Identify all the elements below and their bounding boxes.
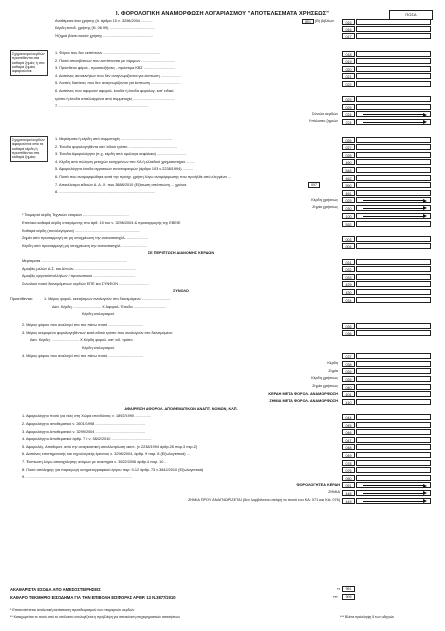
amount-field[interactable]	[356, 399, 431, 405]
row-label: Συνολικό ποσό διανεμόμενων κερδών ΕΠΕ και ΣΥΝΦΟΝ ............................	[22, 281, 149, 286]
arrow-right-icon	[363, 216, 425, 217]
field-code: 039	[342, 376, 355, 382]
field-code: 050	[342, 475, 355, 481]
arrow-right-icon	[363, 493, 425, 494]
row-label: ΖΗΜΙΑ	[328, 490, 340, 495]
field-code: 046	[342, 429, 355, 435]
field-code: 028	[342, 152, 355, 158]
form-row	[0, 421, 445, 428]
row-label: Σύνολο κερδών	[311, 111, 338, 116]
row-label: 2. Ποσά αποσβέσεων που εκπίπτονται με νόμιμων ................................	[55, 58, 176, 63]
row-label: Αμοιβές μελών Δ.Σ. και Δ/ντών ..........................................................	[22, 266, 136, 271]
year-profit-row	[0, 197, 445, 204]
form-row	[0, 459, 445, 466]
field-code: 448	[342, 490, 355, 496]
form-row	[0, 353, 445, 360]
row-label: 6. Ποσά που αναμορφώθηκε κατά την προηγ. χρήση λόγω αναμόρφωσης που προήλθε από ελεγμένα ...	[55, 175, 231, 179]
field-code: 449	[342, 498, 355, 504]
amount-field[interactable]	[356, 289, 431, 295]
section1-side-label: Σχηματισμοί κερδών προστίθενται στα καθαρά ζημίες ή στα καθαρά ζημίας αφαιρούνται:	[10, 50, 48, 76]
form-row	[0, 159, 445, 166]
field-code: 032	[342, 266, 355, 272]
footer-note-1: * Επισυνάπτεται αναλυτική κατάσταση προσδιορισμού των τεκμαρτών κερδών	[10, 608, 135, 612]
form-row	[0, 296, 445, 303]
amount-field[interactable]	[356, 104, 431, 110]
amount-field[interactable]	[356, 353, 431, 359]
row-label: 6. Δαπάνες που αφορούν αφορολ. έσοδα ή έσοδα φορολογ. κατ' ειδικό	[55, 89, 174, 93]
form-row	[0, 33, 445, 40]
form-row	[0, 429, 445, 436]
amount-field[interactable]	[356, 475, 431, 481]
form-row	[0, 103, 445, 110]
field-code: 026	[342, 137, 355, 143]
field-code: 048	[342, 444, 355, 450]
form-row	[0, 391, 445, 398]
form-title: Ι. ΦΟΡΟΛΟΓΙΚΗ ΑΝΑΜΟΡΦΩΣΗ ΛΟΓΑΡΙΑΣΜΟΥ "ΑΠΟΤΕΛΕΣΜΑΤΑ ΧΡΗΣΕΩΣ"	[116, 11, 329, 17]
inline-box: 801	[302, 19, 314, 25]
amount-field[interactable]	[356, 429, 431, 435]
field-code: 461	[342, 190, 355, 196]
field-code: 100	[342, 213, 355, 219]
amount-field[interactable]	[356, 368, 431, 374]
form-row	[0, 220, 445, 227]
row-label: 8. ...........................................................................................	[55, 190, 156, 195]
row-label: ΑΦΑΙΡΕΙΣΗ ΑΦΟΡΟΛ. ΑΠΟΘΕΜΑΤΙΚΩΝ ΑΝΑΠΤ. ΝΟΜΩΝ, ΚΛΠ.	[124, 406, 238, 411]
footer-note-2: ** Καταχωρείται το ποσό από το υπόλοιπο υπολογίζεται η προβλέψη για απεικόνιση επιχειρηματικών απαιτήσεων	[10, 615, 181, 619]
field-code: 429	[342, 281, 355, 287]
deductions-title	[0, 406, 445, 413]
row-label: * Τεκμαρτό κέρδη Τεχνικών εταιριών ...........................................	[22, 213, 129, 218]
row-label: ΣΕ ΠΕΡΙΠΤΩΣΗ ΔΙΑΝΟΜΗΣ ΚΕΡΔΩΝ	[147, 251, 215, 256]
form-row	[0, 330, 445, 337]
row-label: 5. Αφορολόγητα έσοδα αγροτικών συνεταιρισμών (άρθρο 103 ν.2238/1994) ..........	[55, 167, 194, 172]
inline-box-label: (Β) βιβλίων	[315, 19, 334, 23]
field-code: 029	[342, 197, 355, 203]
row-label: ΖΗΜΙΑ ΠΡΟΥ ΑΝΑΓΝΩΡΙΖΕΤΑΙ (δεν λαμβάνεται υπόψη το ποσό του ΚΑ: 071 και ΚΑ: 076)	[188, 498, 340, 502]
row-label: 5. Αφορολόγ. Αποθεματ. από την αναγκαστική απαλλοτρίωση ακιντ. (ν.2238/1994 άρθρ.28 παρ.3 περ.Ζ)	[22, 444, 198, 449]
amount-field[interactable]	[356, 274, 431, 280]
field-code: 076	[342, 467, 355, 473]
amount-field[interactable]	[356, 437, 431, 443]
field-code: 021	[342, 73, 355, 79]
amount-field[interactable]	[356, 422, 431, 428]
amount-field[interactable]	[356, 266, 431, 272]
form-row	[0, 474, 445, 481]
field-code: 036	[342, 330, 355, 336]
amount-field[interactable]	[356, 330, 431, 336]
row-label: 4. Δαπάνες αυτοκινήτων που δεν αναγνωρίζονται για έκπτωση ...................	[55, 73, 181, 78]
field-code: 049	[342, 452, 355, 458]
field-code: 044	[342, 414, 355, 420]
row-label: Ζημία	[328, 368, 338, 373]
row-label: 9. ....................................................................................................	[22, 475, 132, 480]
row-label: 1. Μερίσματα ή κέρδη από συμμετοχές ................................................	[55, 137, 172, 141]
amount-field[interactable]	[356, 51, 431, 57]
amount-field[interactable]	[356, 190, 431, 196]
arrow-right-icon	[363, 501, 425, 502]
amount-field[interactable]	[356, 414, 431, 420]
field-code: 003	[342, 236, 355, 242]
amount-field[interactable]	[356, 33, 431, 39]
amount-field[interactable]	[356, 81, 431, 87]
amount-field[interactable]	[356, 144, 431, 150]
field-code: 019	[342, 58, 355, 64]
form-row	[0, 18, 445, 25]
amount-field[interactable]	[356, 281, 431, 287]
row-label: 3. Αφορολόγητο Αποθεματικό ν. 3299/2004 ...............................................	[22, 429, 146, 434]
form-row	[0, 489, 445, 496]
form-row	[0, 266, 445, 273]
form-row	[0, 166, 445, 173]
row-label: ΖΗΜΙΑ ΜΕΤΑ ΦΟΡΟΛ. ΑΝΑΜΟΡΦΩΣΗ	[269, 399, 338, 404]
field-code: 004	[342, 243, 355, 249]
row-label: ΦΟΡΟΛΟΓΗΤΕΑ ΚΕΡΔΗ	[296, 482, 340, 487]
form-row	[0, 174, 445, 181]
row-label: ΚΕΡΔΗ ΜΕΤΑ ΦΟΡΟΛ. ΑΝΑΜΟΡΦΩΣΗ	[268, 391, 338, 396]
row-label: Αμοιβές εργατοϋπαλλήλων / προσωπικού ........................................	[22, 274, 136, 279]
row-label: Δικτ. Κέρδη: .......................... Χ Κέρδη φορολ. κατ' ειδ. τρόπο	[30, 338, 133, 343]
footer-mark-1: **	[337, 587, 341, 592]
section2-side-label: Σχηματισμοί κερδών αφαιρούνται από τα καθαρά κέρδη ή προστίθενται στα καθαρά ζημίας:	[10, 136, 48, 162]
field-code: 078	[342, 460, 355, 466]
row-label: Κέρδη χρήσεως	[311, 376, 338, 381]
amount-field[interactable]	[356, 243, 431, 249]
field-code: 550	[342, 182, 355, 188]
amount-field[interactable]	[356, 467, 431, 473]
form-row	[0, 58, 445, 65]
field-code: 015	[342, 19, 355, 25]
amount-field[interactable]	[356, 384, 431, 390]
row-label: 7. ....................................................................................	[55, 104, 148, 109]
form-row	[0, 368, 445, 375]
loss-balance-row	[0, 118, 445, 125]
form-row	[0, 65, 445, 72]
field-code: 040	[342, 384, 355, 390]
field-code: 035	[342, 323, 355, 329]
form-row	[0, 436, 445, 443]
row-label: Ήζημιά βάσει εκούσ χρήσης ...............................................	[55, 33, 153, 38]
arrow-right-icon	[363, 208, 425, 209]
amounts-column-header: ΠΟΣΑ	[389, 10, 433, 20]
form-row	[0, 322, 445, 329]
total-row	[0, 288, 445, 295]
field-code: 038	[342, 361, 355, 367]
row-label: 8. Ποσό απόληψης για παραγωγή κινηματογραφικού έργου παρ. 9-12 άρθρ. 73 ν.3842/2010 (Εξωλογιστικά)	[22, 467, 204, 472]
row-label: τρόπο ή έσοδα απαλλαγμένα από συμμετοχές .......................................	[55, 96, 175, 101]
row-label: 1. Μέρος φορολ. κεκτήσιμων αναλογούν στο διανεμόμενο ...........................	[44, 297, 171, 301]
field-code: 020	[342, 66, 355, 72]
form-row	[0, 413, 445, 420]
form-row	[0, 151, 445, 158]
amount-field[interactable]	[356, 444, 431, 450]
row-label: Προστίθενται:	[10, 297, 33, 301]
form-row	[0, 235, 445, 242]
row-label: Ζημία χρήσεως	[312, 205, 338, 210]
footer-net-income: ΚΑΘΑΡΟ ΤΕΚΜΗΡΙΟ ΕΙΣΟΔΗΜΑ ΓΙΑ ΤΗΝ ΕΠΙΒΟΛΗ ΕΙΣΦΟΡΑΣ ΑΡΘΡ. 13 Ν.3877/2010	[10, 595, 176, 600]
amount-field[interactable]	[356, 175, 431, 181]
amount-field[interactable]	[356, 297, 431, 303]
form-row	[0, 375, 445, 382]
amount-field[interactable]	[356, 323, 431, 329]
row-label: 7. Έκπτωση λόγω απασχόλησης ατόμων με αναπηρία ν. 3522/2006 άρθρ.4 παρ. 10 ...	[22, 460, 168, 464]
form-row	[0, 144, 445, 151]
arrow-right-icon	[363, 200, 425, 201]
form-row	[0, 73, 445, 80]
row-label: 2. Μέρος φόρου που αναλογεί στο πιο πάνω ποσό .................................	[22, 323, 144, 328]
form-row	[0, 345, 445, 352]
form-row	[0, 281, 445, 288]
footer-gross-income: ΑΚΑΘΑΡΙΣΤΑ ΕΣΟΔΑ ΑΠΟ ΑΜΕΣΟΣΤΕΙΡΗΣΕΙΣ	[10, 587, 101, 592]
field-code: 017	[342, 33, 355, 39]
form-row	[0, 383, 445, 390]
row-label: 3. Έσοδα Αφορολόγητα (π.χ. κέρδη από ομόλογα κεφάλαια) ............................	[55, 152, 187, 157]
form-row	[0, 360, 445, 367]
form-row	[0, 398, 445, 405]
amount-field[interactable]	[356, 182, 431, 188]
form-row	[0, 482, 445, 489]
field-code: 460	[342, 159, 355, 165]
amount-field[interactable]	[356, 26, 431, 32]
amount-field[interactable]	[356, 391, 431, 397]
form-row	[0, 80, 445, 87]
form-row	[0, 228, 445, 235]
amount-field[interactable]	[356, 167, 431, 173]
form-row	[0, 189, 445, 196]
field-code: 025	[342, 104, 355, 110]
footer-code-909: 909	[342, 594, 355, 600]
field-code: 051	[342, 482, 355, 488]
row-label: 2. Έσοδα φορολογηθέντα κατ' ειδικό τρόπο ..............................................	[55, 144, 177, 149]
row-label: 1. Φόροι που δεν εκπίπτουν ......................................................	[55, 51, 161, 55]
row-label: 3. Μέρος κεκρυμένο φορολογηθέντων κατά ειδικό τρόπο που αναλογούν στο διανεμόμενο	[22, 330, 173, 335]
arrow-right-icon	[363, 485, 425, 486]
form-row	[0, 467, 445, 474]
field-code: 045	[342, 422, 355, 428]
form-row	[0, 50, 445, 57]
row-label: Ζημία από προσαρμογή σε μη υποχρέωση την αυτοαπασχόλ. ....................	[22, 236, 148, 241]
amount-field[interactable]	[356, 73, 431, 79]
field-code: 037	[342, 353, 355, 359]
form-row	[0, 243, 445, 250]
row-label: Κέρδη ισολογισμού	[82, 312, 115, 317]
form-row	[0, 444, 445, 451]
row-label: Αναθέματα ίσια χρήσης (ά. άρθρο 15 ν. 3296/2004 ...........	[55, 19, 153, 23]
amount-field[interactable]	[356, 96, 431, 102]
row-label: Επιτόκιο καθαρά κέρδη υπαγόμενης στο άρθ. 15 του ν. 3296/2004 & προσαρμογής της ΕΒΕΙΕ	[22, 221, 181, 225]
form-row	[0, 337, 445, 344]
field-code: 401	[342, 391, 355, 397]
row-label: Κέρδη	[327, 361, 338, 366]
field-code: 548	[342, 167, 355, 173]
arrow-right-icon	[363, 114, 425, 115]
field-code: 033	[342, 274, 355, 280]
row-label: 7. Αποτέλεσμα ειδικών Α. Δ. Χ. που 3888/2010 (Εξίσωση απόπτωση ... χρόνια	[55, 182, 187, 187]
row-label: Κέρδη εισοδ. χρήσης (Ν. 06.99) ...........................................	[55, 26, 155, 31]
form-row	[0, 451, 445, 458]
footer-code-951: 951	[342, 586, 355, 592]
form-row	[0, 311, 445, 318]
form-row	[0, 273, 445, 280]
amount-field[interactable]	[356, 19, 431, 25]
row-label: Δικτ. Κέρδη: .......................... Χ Αφορολ. Έσοδα ...............................	[52, 304, 167, 309]
field-code: 410	[342, 399, 355, 405]
form-row	[0, 136, 445, 143]
field-code: 030	[342, 205, 355, 211]
row-label: Κέρδη από προσαρμογή μη υποχρέωση την αυτοαπασχόλ. .......................	[22, 243, 147, 248]
form-row	[0, 212, 445, 219]
field-code: 018	[342, 51, 355, 57]
field-code: 552	[342, 221, 355, 227]
form-row	[0, 304, 445, 311]
form-row	[0, 497, 445, 504]
row-label: 4. Αφορολόγητο Αποθεματικό άρθρ. 7 Ι ν. 3842/2010 ......................................	[22, 437, 152, 442]
field-code: 016	[342, 26, 355, 32]
row-label: Μερίσματα .................................................................................	[22, 259, 127, 263]
year-loss-row	[0, 204, 445, 211]
arrow-right-icon	[363, 122, 425, 123]
field-code: 024	[342, 111, 355, 117]
row-label: 3. Πρόσθετοι φόροι - προσαυξήσεις - πρόστιμα ΚΒΣ ..............................	[55, 66, 176, 71]
row-label: 1. Αφορολόγητο ποσό για νέες στη Χώρα επενδύσεις ν. 1892/1990 ...............	[22, 414, 151, 419]
footer-note-3: *** Βλέπε πρόσληψη 5 των οδηγιών	[340, 615, 395, 619]
field-code: 022	[342, 81, 355, 87]
row-label: Ζημία χρήσεως	[312, 384, 338, 388]
amount-field[interactable]	[356, 66, 431, 72]
row-label: 4. Κέρδη από πώληση μετοχών εισηγμένων στο ΧΑ ή ελλαδικό χρηματιστήριο ........	[55, 159, 195, 164]
amount-field[interactable]	[356, 259, 431, 265]
field-code: 023	[342, 96, 355, 102]
amount-field[interactable]	[356, 137, 431, 143]
amount-field[interactable]	[356, 221, 431, 227]
row-label: ΣΥΝΟΛΟ	[173, 289, 189, 294]
field-code: 047	[342, 437, 355, 443]
amount-field[interactable]	[356, 460, 431, 466]
amount-field[interactable]	[356, 236, 431, 242]
field-code: 031	[342, 259, 355, 265]
row-label: 4. Μέρος φόρου που αναλογεί στο πιο πάνω ποσό .................................	[22, 353, 144, 358]
amount-field[interactable]	[356, 159, 431, 165]
field-code: 462	[342, 175, 355, 181]
form-row	[0, 258, 445, 265]
form-row	[0, 25, 445, 32]
form-row	[0, 96, 445, 103]
distribution-title	[0, 250, 445, 257]
inline-box: 097	[308, 182, 320, 188]
row-label: Καθαρά κέρδη (συνολεγόμενα) ..............................................................	[22, 228, 141, 233]
field-code: 430	[342, 289, 355, 295]
amount-field[interactable]	[356, 58, 431, 64]
amount-field[interactable]	[356, 152, 431, 158]
footer-mark-2: ***	[333, 595, 338, 600]
form-row	[0, 182, 445, 189]
row-label: Κέρδη ισολογισμού	[82, 346, 115, 350]
amount-field[interactable]	[356, 376, 431, 382]
row-label: 6. Δαπάνες επιστημονικής και τεχνολογικής έρευνας ν. 3296/2004, άρθρ. 9 παρ. 8 (Εξωλογιστικά) ...	[22, 452, 190, 457]
form-row	[0, 88, 445, 95]
row-label: 5. Λοιπές δαπάνες που δεν αναγνωρίζονται για έκπτωση ............................	[55, 81, 181, 86]
row-label: Κέρδη χρήσεως	[311, 197, 338, 202]
amount-field[interactable]	[356, 361, 431, 367]
row-label: 2. Αφορολόγητο αποθεματικό ν. 2601/1998 ...............................................	[22, 422, 145, 426]
field-code: 224	[342, 119, 355, 125]
field-code: 039	[342, 368, 355, 374]
field-code: 027	[342, 144, 355, 150]
row-label: Υπόλοιπο ζημιών	[308, 119, 338, 124]
total-profits-row	[0, 111, 445, 118]
amount-field[interactable]	[356, 452, 431, 458]
field-code: 034	[342, 297, 355, 303]
